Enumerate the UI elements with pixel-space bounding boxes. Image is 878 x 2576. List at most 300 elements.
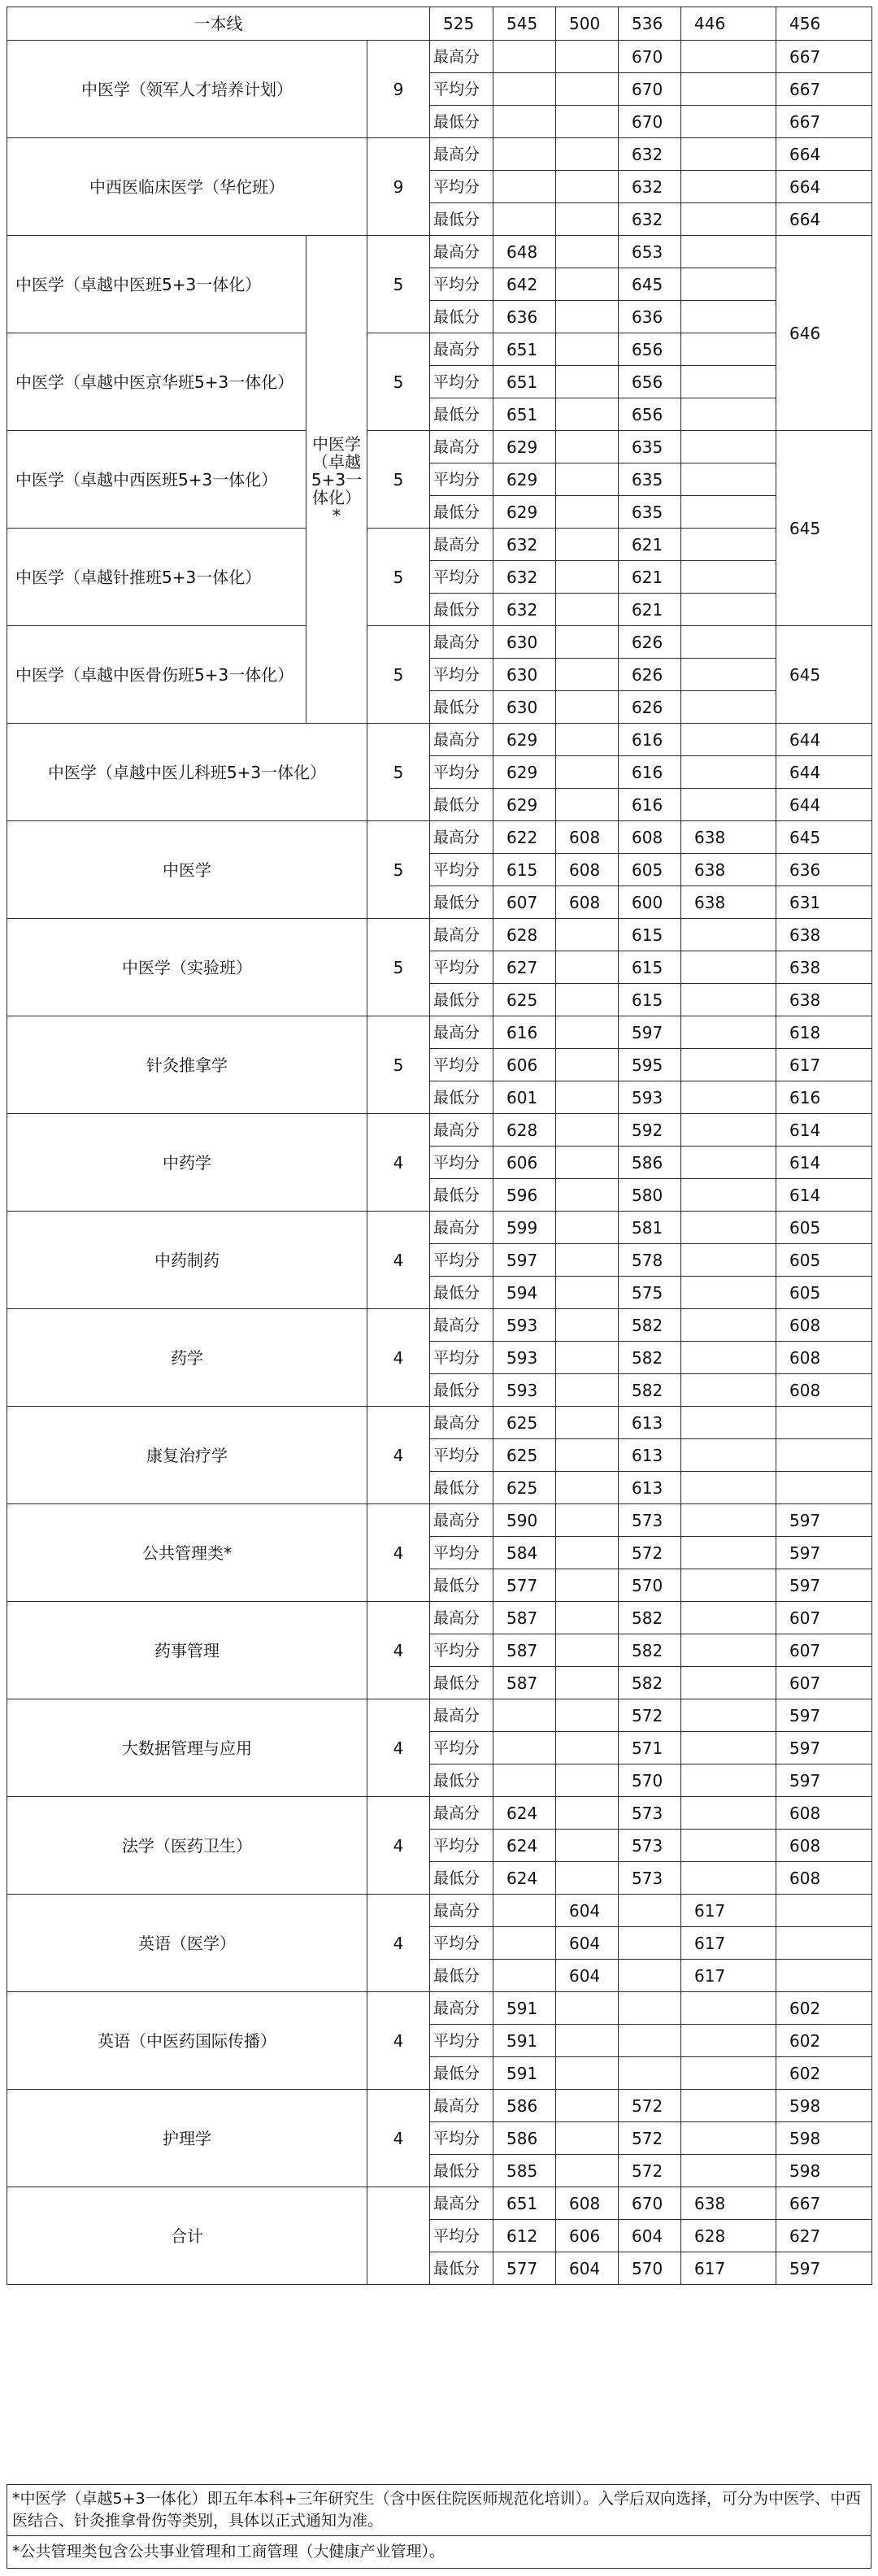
score-cell bbox=[681, 1797, 776, 1830]
table-row bbox=[7, 333, 872, 366]
program-years: 4 bbox=[367, 1309, 430, 1407]
score-cell: 592 bbox=[619, 1114, 681, 1147]
stat-label: 平均分 bbox=[430, 268, 493, 301]
score-cell: 587 bbox=[493, 1602, 556, 1634]
merged-score-cell: 645 bbox=[776, 431, 872, 626]
score-cell: 618 bbox=[776, 1016, 872, 1049]
score-cell bbox=[493, 73, 556, 106]
score-cell bbox=[681, 366, 776, 398]
score-cell bbox=[556, 1374, 619, 1407]
score-cell: 595 bbox=[619, 1049, 681, 1081]
major-name: 中医学（实验班） bbox=[7, 919, 367, 1016]
major-name: 中医学 bbox=[7, 821, 367, 919]
score-cell: 582 bbox=[619, 1634, 681, 1667]
score-cell: 602 bbox=[776, 1992, 872, 2025]
score-cell bbox=[556, 236, 619, 268]
stat-label: 最高分 bbox=[430, 2187, 493, 2220]
table-row bbox=[7, 236, 872, 268]
score-cell: 608 bbox=[776, 1830, 872, 1862]
table-row bbox=[7, 1114, 872, 1147]
score-cell bbox=[681, 1114, 776, 1147]
stat-label: 最高分 bbox=[430, 1309, 493, 1342]
score-cell: 608 bbox=[556, 886, 619, 919]
score-cell: 575 bbox=[619, 1277, 681, 1309]
stat-label: 最低分 bbox=[430, 789, 493, 821]
table-row bbox=[7, 1016, 872, 1049]
score-cell: 614 bbox=[776, 1179, 872, 1212]
stat-label: 最高分 bbox=[430, 529, 493, 561]
score-cell: 613 bbox=[619, 1472, 681, 1504]
score-cell: 617 bbox=[681, 2252, 776, 2285]
score-cell bbox=[556, 1602, 619, 1634]
score-cell: 664 bbox=[776, 171, 872, 203]
score-cell: 632 bbox=[619, 171, 681, 203]
stat-label: 最高分 bbox=[430, 919, 493, 951]
score-cell bbox=[556, 919, 619, 951]
score-cell: 582 bbox=[619, 1602, 681, 1634]
major-name: 护理学 bbox=[7, 2090, 367, 2187]
score-cell bbox=[556, 398, 619, 431]
score-cell bbox=[681, 756, 776, 789]
score-cell: 596 bbox=[493, 1179, 556, 1212]
stat-label: 最低分 bbox=[430, 1374, 493, 1407]
score-cell bbox=[681, 1764, 776, 1797]
program-years: 9 bbox=[367, 41, 430, 138]
stat-label: 最低分 bbox=[430, 1569, 493, 1602]
score-cell: 608 bbox=[556, 854, 619, 886]
stat-label: 平均分 bbox=[430, 756, 493, 789]
program-years: 5 bbox=[367, 821, 430, 919]
score-cell: 617 bbox=[776, 1049, 872, 1081]
table-row bbox=[7, 2187, 872, 2220]
score-cell: 621 bbox=[619, 594, 681, 626]
stat-label: 最低分 bbox=[430, 106, 493, 138]
stat-label: 平均分 bbox=[430, 1342, 493, 1374]
stat-label: 最高分 bbox=[430, 1016, 493, 1049]
score-cell: 608 bbox=[556, 2187, 619, 2220]
stat-label: 平均分 bbox=[430, 2025, 493, 2057]
score-cell bbox=[556, 756, 619, 789]
score-cell bbox=[556, 2090, 619, 2122]
score-cell bbox=[776, 1472, 872, 1504]
stat-label: 最高分 bbox=[430, 1602, 493, 1634]
score-cell bbox=[556, 1114, 619, 1147]
score-cell bbox=[681, 951, 776, 984]
sub-major-name: 中医学（卓越中医骨伤班5+3一体化） bbox=[7, 626, 306, 724]
stat-label: 平均分 bbox=[430, 659, 493, 691]
stat-label: 平均分 bbox=[430, 1927, 493, 1960]
score-cell: 667 bbox=[776, 106, 872, 138]
score-cell bbox=[556, 1049, 619, 1081]
score-cell: 598 bbox=[776, 2090, 872, 2122]
score-cell: 624 bbox=[493, 1797, 556, 1830]
header-row bbox=[7, 7, 872, 41]
score-cell: 615 bbox=[619, 984, 681, 1016]
major-name: 针灸推拿学 bbox=[7, 1016, 367, 1114]
score-cell bbox=[681, 463, 776, 496]
table-row bbox=[7, 2090, 872, 2122]
score-cell: 573 bbox=[619, 1830, 681, 1862]
score-cell: 625 bbox=[493, 1439, 556, 1472]
score-cell: 656 bbox=[619, 366, 681, 398]
stat-label: 最低分 bbox=[430, 1472, 493, 1504]
header-score-cell: 500 bbox=[556, 7, 619, 41]
header-score-cell: 446 bbox=[681, 7, 776, 41]
score-cell: 628 bbox=[681, 2220, 776, 2252]
score-cell bbox=[681, 1277, 776, 1309]
score-cell: 573 bbox=[619, 1797, 681, 1830]
score-cell: 632 bbox=[493, 561, 556, 594]
score-cell: 645 bbox=[619, 268, 681, 301]
score-cell: 631 bbox=[776, 886, 872, 919]
score-cell: 580 bbox=[619, 1179, 681, 1212]
merged-score-cell: 646 bbox=[776, 236, 872, 431]
score-cell bbox=[619, 2057, 681, 2090]
stat-label: 最高分 bbox=[430, 236, 493, 268]
score-cell bbox=[619, 1927, 681, 1960]
score-cell bbox=[681, 626, 776, 659]
score-cell bbox=[556, 1147, 619, 1179]
header-score-cell: 456 bbox=[776, 7, 872, 41]
score-cell: 597 bbox=[776, 1537, 872, 1569]
table-row bbox=[7, 1895, 872, 1927]
stat-label: 最高分 bbox=[430, 333, 493, 366]
score-cell bbox=[776, 1407, 872, 1439]
score-cell: 648 bbox=[493, 236, 556, 268]
score-cell: 597 bbox=[493, 1244, 556, 1277]
score-cell: 624 bbox=[493, 1830, 556, 1862]
stat-label: 最低分 bbox=[430, 203, 493, 236]
score-cell: 604 bbox=[556, 1960, 619, 1992]
score-cell bbox=[556, 659, 619, 691]
score-cell bbox=[681, 789, 776, 821]
score-cell bbox=[681, 2155, 776, 2187]
score-cell bbox=[556, 1407, 619, 1439]
score-cell: 586 bbox=[493, 2122, 556, 2155]
score-cell: 586 bbox=[493, 2090, 556, 2122]
program-years: 4 bbox=[367, 1407, 430, 1504]
score-cell: 582 bbox=[619, 1342, 681, 1374]
score-cell: 615 bbox=[619, 951, 681, 984]
table-row bbox=[7, 1992, 872, 2025]
program-years: 4 bbox=[367, 1895, 430, 1992]
score-cell bbox=[556, 1830, 619, 1862]
major-name: 中西医临床医学（华佗班） bbox=[7, 138, 367, 236]
score-cell bbox=[556, 626, 619, 659]
score-cell: 604 bbox=[619, 2220, 681, 2252]
score-cell: 591 bbox=[493, 2057, 556, 2090]
score-cell: 635 bbox=[619, 431, 681, 463]
score-cell bbox=[681, 2090, 776, 2122]
score-cell: 597 bbox=[619, 1016, 681, 1049]
table-row bbox=[7, 138, 872, 171]
major-name: 中医学（领军人才培养计划） bbox=[7, 41, 367, 138]
score-cell bbox=[556, 529, 619, 561]
score-cell: 636 bbox=[493, 301, 556, 333]
score-cell bbox=[619, 1895, 681, 1927]
score-cell: 598 bbox=[776, 2155, 872, 2187]
score-cell bbox=[681, 203, 776, 236]
major-name: 中药学 bbox=[7, 1114, 367, 1212]
score-cell: 630 bbox=[493, 659, 556, 691]
stat-label: 平均分 bbox=[430, 1732, 493, 1764]
score-cell: 629 bbox=[493, 789, 556, 821]
header-score-cell: 536 bbox=[619, 7, 681, 41]
score-cell: 608 bbox=[619, 821, 681, 854]
score-cell bbox=[681, 333, 776, 366]
score-cell bbox=[681, 1602, 776, 1634]
score-cell: 625 bbox=[493, 984, 556, 1016]
score-cell: 597 bbox=[776, 1732, 872, 1764]
stat-label: 最低分 bbox=[430, 301, 493, 333]
score-cell bbox=[681, 138, 776, 171]
score-cell: 638 bbox=[776, 984, 872, 1016]
score-cell bbox=[681, 919, 776, 951]
program-years: 5 bbox=[367, 236, 430, 333]
score-cell: 608 bbox=[776, 1342, 872, 1374]
score-cell bbox=[556, 366, 619, 398]
score-cell: 615 bbox=[493, 854, 556, 886]
score-cell: 597 bbox=[776, 1504, 872, 1537]
score-cell bbox=[681, 529, 776, 561]
score-cell: 664 bbox=[776, 203, 872, 236]
score-cell: 608 bbox=[776, 1309, 872, 1342]
score-cell bbox=[681, 1081, 776, 1114]
score-cell: 629 bbox=[493, 431, 556, 463]
score-cell: 570 bbox=[619, 1569, 681, 1602]
program-years: 5 bbox=[367, 431, 430, 529]
score-cell: 670 bbox=[619, 41, 681, 73]
stat-label: 平均分 bbox=[430, 2220, 493, 2252]
score-cell bbox=[556, 73, 619, 106]
stat-label: 最高分 bbox=[430, 821, 493, 854]
score-cell: 585 bbox=[493, 2155, 556, 2187]
stat-label: 最高分 bbox=[430, 1699, 493, 1732]
stat-label: 最低分 bbox=[430, 984, 493, 1016]
table-row bbox=[7, 724, 872, 756]
program-years: 4 bbox=[367, 1699, 430, 1797]
stat-label: 平均分 bbox=[430, 171, 493, 203]
score-cell: 605 bbox=[619, 854, 681, 886]
stat-label: 平均分 bbox=[430, 1049, 493, 1081]
score-cell: 616 bbox=[493, 1016, 556, 1049]
score-cell: 613 bbox=[619, 1439, 681, 1472]
stat-label: 最高分 bbox=[430, 1407, 493, 1439]
score-cell: 572 bbox=[619, 2155, 681, 2187]
score-cell: 616 bbox=[619, 756, 681, 789]
score-cell: 636 bbox=[776, 854, 872, 886]
score-cell bbox=[681, 1732, 776, 1764]
score-cell: 629 bbox=[493, 756, 556, 789]
score-cell: 606 bbox=[493, 1049, 556, 1081]
score-cell: 621 bbox=[619, 561, 681, 594]
score-cell: 602 bbox=[776, 2057, 872, 2090]
score-cell: 606 bbox=[556, 2220, 619, 2252]
score-cell: 577 bbox=[493, 1569, 556, 1602]
score-cell bbox=[776, 1895, 872, 1927]
score-cell bbox=[556, 2155, 619, 2187]
program-years: 4 bbox=[367, 1992, 430, 2090]
score-cell bbox=[681, 1667, 776, 1699]
score-cell bbox=[556, 789, 619, 821]
program-years: 5 bbox=[367, 529, 430, 626]
score-cell: 667 bbox=[776, 2187, 872, 2220]
score-cell: 598 bbox=[776, 2122, 872, 2155]
stat-label: 最低分 bbox=[430, 496, 493, 529]
score-cell: 624 bbox=[493, 1862, 556, 1895]
score-cell: 608 bbox=[776, 1797, 872, 1830]
header-score-cell: 525 bbox=[430, 7, 493, 41]
stat-label: 最高分 bbox=[430, 1114, 493, 1147]
score-cell: 656 bbox=[619, 333, 681, 366]
score-cell bbox=[681, 2122, 776, 2155]
table-row bbox=[7, 431, 872, 463]
score-cell bbox=[556, 496, 619, 529]
score-cell bbox=[556, 1764, 619, 1797]
score-cell: 600 bbox=[619, 886, 681, 919]
score-cell bbox=[681, 659, 776, 691]
score-cell bbox=[556, 724, 619, 756]
score-cell: 612 bbox=[493, 2220, 556, 2252]
stat-label: 最高分 bbox=[430, 1895, 493, 1927]
score-cell bbox=[556, 1212, 619, 1244]
score-cell bbox=[681, 2025, 776, 2057]
program-years: 4 bbox=[367, 1504, 430, 1602]
score-cell: 670 bbox=[619, 73, 681, 106]
score-cell bbox=[556, 138, 619, 171]
header-label: 一本线 bbox=[7, 7, 430, 41]
stat-label: 平均分 bbox=[430, 73, 493, 106]
score-cell: 630 bbox=[493, 626, 556, 659]
stat-label: 最高分 bbox=[430, 724, 493, 756]
score-cell: 632 bbox=[493, 529, 556, 561]
score-cell: 629 bbox=[493, 724, 556, 756]
score-cell bbox=[556, 2122, 619, 2155]
score-cell bbox=[776, 1960, 872, 1992]
score-cell bbox=[556, 1797, 619, 1830]
program-years: 5 bbox=[367, 724, 430, 821]
score-cell: 608 bbox=[776, 1862, 872, 1895]
score-cell: 626 bbox=[619, 691, 681, 724]
score-cell: 629 bbox=[493, 463, 556, 496]
score-cell bbox=[681, 496, 776, 529]
score-cell: 591 bbox=[493, 1992, 556, 2025]
score-cell bbox=[681, 1569, 776, 1602]
score-cell bbox=[681, 1634, 776, 1667]
score-cell bbox=[776, 1927, 872, 1960]
score-cell: 621 bbox=[619, 529, 681, 561]
score-cell bbox=[556, 203, 619, 236]
score-cell: 625 bbox=[493, 1407, 556, 1439]
score-cell: 571 bbox=[619, 1732, 681, 1764]
sub-major-name: 中医学（卓越中医班5+3一体化） bbox=[7, 236, 306, 333]
score-cell: 644 bbox=[776, 756, 872, 789]
stat-label: 最低分 bbox=[430, 1179, 493, 1212]
score-cell bbox=[556, 431, 619, 463]
score-cell: 594 bbox=[493, 1277, 556, 1309]
score-cell bbox=[556, 2057, 619, 2090]
score-cell bbox=[493, 171, 556, 203]
score-cell bbox=[556, 594, 619, 626]
score-cell: 608 bbox=[776, 1374, 872, 1407]
score-cell bbox=[556, 1862, 619, 1895]
score-cell: 593 bbox=[493, 1342, 556, 1374]
score-cell: 629 bbox=[493, 496, 556, 529]
score-cell bbox=[556, 1699, 619, 1732]
group-label: 中医学（卓越5+3一体化）* bbox=[306, 236, 367, 724]
score-cell bbox=[556, 41, 619, 73]
program-years: 5 bbox=[367, 626, 430, 724]
score-cell bbox=[681, 984, 776, 1016]
stat-label: 最低分 bbox=[430, 691, 493, 724]
score-cell: 593 bbox=[493, 1374, 556, 1407]
score-cell bbox=[619, 1960, 681, 1992]
table-row bbox=[7, 821, 872, 854]
major-name: 英语（医学） bbox=[7, 1895, 367, 1992]
score-cell: 607 bbox=[493, 886, 556, 919]
score-cell bbox=[681, 73, 776, 106]
score-cell: 572 bbox=[619, 2122, 681, 2155]
stat-label: 最高分 bbox=[430, 1212, 493, 1244]
score-cell: 607 bbox=[776, 1602, 872, 1634]
table-row bbox=[7, 1797, 872, 1830]
score-cell: 638 bbox=[681, 821, 776, 854]
sub-major-name: 中医学（卓越针推班5+3一体化） bbox=[7, 529, 306, 626]
score-cell bbox=[681, 1537, 776, 1569]
stat-label: 最低分 bbox=[430, 398, 493, 431]
score-cell bbox=[619, 2025, 681, 2057]
score-cell bbox=[681, 594, 776, 626]
score-cell: 644 bbox=[776, 724, 872, 756]
score-cell: 638 bbox=[681, 886, 776, 919]
score-cell bbox=[493, 1764, 556, 1797]
score-cell bbox=[493, 106, 556, 138]
score-cell: 597 bbox=[776, 1699, 872, 1732]
score-cell: 572 bbox=[619, 1537, 681, 1569]
score-cell: 638 bbox=[681, 854, 776, 886]
stat-label: 平均分 bbox=[430, 1830, 493, 1862]
score-cell bbox=[556, 1992, 619, 2025]
score-cell: 593 bbox=[619, 1081, 681, 1114]
table-row bbox=[7, 1602, 872, 1634]
score-cell: 587 bbox=[493, 1667, 556, 1699]
stat-label: 最低分 bbox=[430, 1667, 493, 1699]
score-cell bbox=[556, 2025, 619, 2057]
score-cell: 617 bbox=[681, 1960, 776, 1992]
stat-label: 最高分 bbox=[430, 138, 493, 171]
score-cell bbox=[556, 463, 619, 496]
table-row bbox=[7, 1407, 872, 1439]
score-cell bbox=[681, 1699, 776, 1732]
stat-label: 平均分 bbox=[430, 1439, 493, 1472]
stat-label: 最高分 bbox=[430, 1504, 493, 1537]
score-cell: 607 bbox=[776, 1667, 872, 1699]
program-years: 5 bbox=[367, 919, 430, 1016]
score-cell: 667 bbox=[776, 73, 872, 106]
score-cell bbox=[681, 1309, 776, 1342]
score-cell: 656 bbox=[619, 398, 681, 431]
footnote-joint-program: *中医学（卓越5+3一体化）即五年本科+三年研究生（含中医住院医师规范化培训）。入学后双向选择，可分为中医学、中西医结合、针灸推拿骨伤等类别，具体以正式通知为准。 bbox=[7, 2484, 871, 2536]
score-cell: 593 bbox=[493, 1309, 556, 1342]
program-years bbox=[367, 2187, 430, 2285]
score-cell bbox=[556, 1504, 619, 1537]
table-row bbox=[7, 1699, 872, 1732]
program-years: 4 bbox=[367, 1797, 430, 1895]
score-cell bbox=[681, 724, 776, 756]
score-cell: 638 bbox=[776, 919, 872, 951]
score-cell: 597 bbox=[776, 2252, 872, 2285]
score-cell: 605 bbox=[776, 1244, 872, 1277]
